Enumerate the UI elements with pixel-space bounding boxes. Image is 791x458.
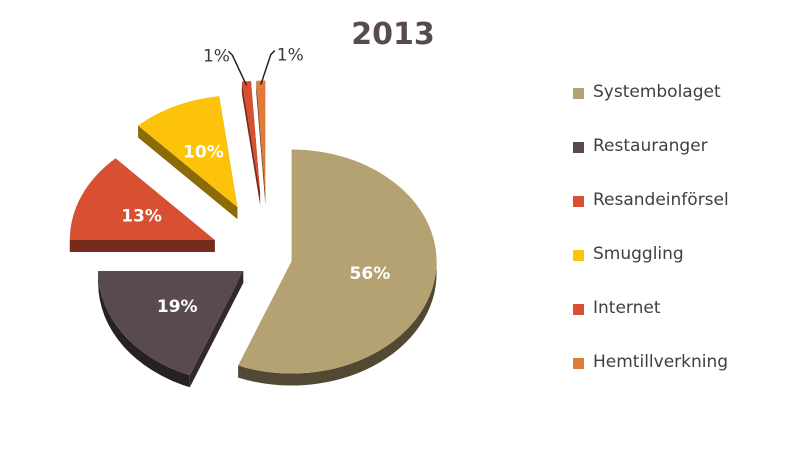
legend-swatch <box>573 88 584 99</box>
legend-label: Restauranger <box>593 136 708 156</box>
legend-item-internet <box>573 295 783 349</box>
pie-slices <box>70 81 437 388</box>
legend-item-smuggling <box>573 241 783 295</box>
data-label-smuggling: 10% <box>183 142 224 163</box>
legend-swatch <box>573 250 584 261</box>
legend-item-resandeinförsel <box>573 187 783 241</box>
legend-label: Systembolaget <box>593 82 721 102</box>
legend-label: Internet <box>593 298 661 318</box>
data-label-systembolaget: 56% <box>349 264 391 285</box>
pie-slice-systembolaget <box>238 150 436 386</box>
data-label-restauranger: 19% <box>156 296 198 317</box>
legend-swatch <box>573 304 584 315</box>
slice-side-wall <box>70 240 215 252</box>
data-label-internet: 1% <box>202 46 230 67</box>
legend-swatch <box>573 196 584 207</box>
pie-slice-restauranger <box>98 271 243 387</box>
data-label-resandeinförsel: 13% <box>121 206 162 227</box>
legend-item-restauranger <box>573 133 783 187</box>
legend-swatch <box>573 142 584 153</box>
legend-item-hemtillverkning <box>573 349 783 403</box>
legend-swatch <box>573 358 584 369</box>
legend-item-systembolaget <box>573 79 783 133</box>
leader-line <box>228 51 246 85</box>
chart-legend <box>573 79 783 403</box>
legend-label: Smuggling <box>593 244 684 264</box>
leader-line <box>261 51 275 85</box>
data-label-hemtillverkning: 1% <box>276 45 304 66</box>
legend-label: Hemtillverkning <box>593 352 729 372</box>
chart-title: 2013 <box>351 17 435 52</box>
legend-label: Resandeinförsel <box>593 190 729 210</box>
